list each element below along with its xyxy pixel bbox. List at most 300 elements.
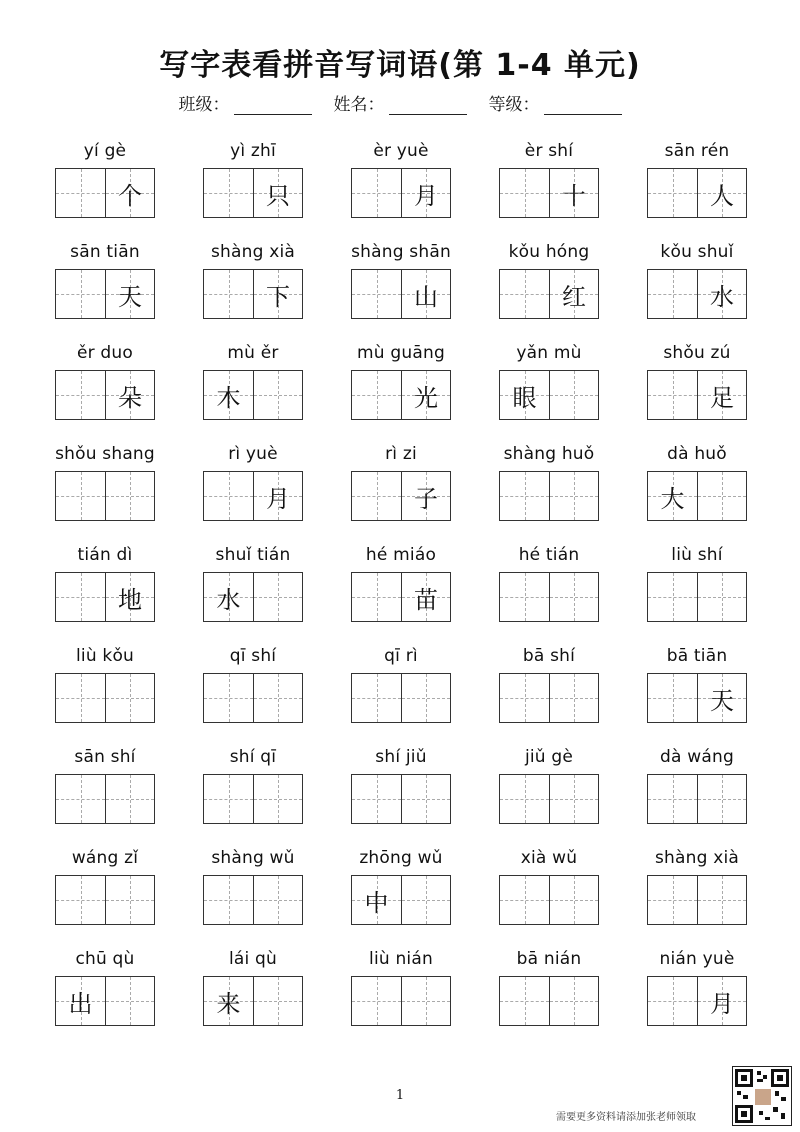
- tianzige-box-left[interactable]: [648, 674, 697, 722]
- given-character: [204, 876, 253, 924]
- word-item: [499, 746, 599, 816]
- pinyin-label: shàng huǒ: [503, 444, 595, 464]
- given-character: 下: [266, 282, 290, 311]
- pinyin-label: hé tián: [518, 545, 580, 565]
- word-item: [55, 140, 155, 210]
- tianzige-box-right[interactable]: [401, 674, 450, 722]
- given-character: [204, 169, 253, 217]
- word-item: [647, 443, 747, 513]
- footer-note: 需要更多资料请添加张老师领取: [556, 1112, 696, 1123]
- pinyin-label: xià wǔ: [520, 848, 578, 868]
- pinyin-label: bā shí: [522, 646, 576, 666]
- word-item: [499, 443, 599, 513]
- pinyin-label: qī rì: [384, 646, 418, 666]
- writing-box-pair: [55, 168, 155, 218]
- pinyin-label: dà huǒ: [667, 444, 727, 464]
- tianzige-box-right[interactable]: [549, 169, 598, 217]
- tianzige-box-right[interactable]: [549, 270, 598, 318]
- word-item: [55, 948, 155, 1018]
- word-item: [647, 544, 747, 614]
- writing-box-pair: [55, 976, 155, 1026]
- given-character: 光: [414, 383, 438, 412]
- pinyin-label: shàng shān: [351, 242, 451, 262]
- writing-box-pair: [351, 673, 451, 723]
- writing-box-pair: [499, 370, 599, 420]
- word-item: [351, 948, 451, 1018]
- tianzige-box-right[interactable]: [253, 169, 302, 217]
- tianzige-box-left[interactable]: [204, 775, 253, 823]
- pinyin-label: tián dì: [77, 545, 133, 565]
- writing-box-pair: [203, 471, 303, 521]
- word-item: [647, 847, 747, 917]
- writing-box-pair: [55, 572, 155, 622]
- given-character: [648, 573, 697, 621]
- word-item: [499, 948, 599, 1018]
- tianzige-box-right[interactable]: [401, 472, 450, 520]
- page-title: 写字表看拼音写词语(第 1-4 单元): [159, 48, 641, 83]
- writing-box-pair: [55, 673, 155, 723]
- given-character: 朵: [118, 383, 142, 412]
- word-item: [203, 241, 303, 311]
- given-character: 月: [710, 989, 734, 1018]
- word-item: [351, 443, 451, 513]
- word-grid: [55, 140, 747, 1018]
- given-character: [106, 674, 154, 722]
- tianzige-box-left[interactable]: [500, 876, 549, 924]
- word-item: [203, 140, 303, 210]
- pinyin-label: shàng xià: [210, 242, 296, 262]
- tianzige-box-right[interactable]: [105, 270, 154, 318]
- pinyin-label: shàng wǔ: [211, 848, 295, 868]
- tianzige-box-left[interactable]: [352, 775, 401, 823]
- pinyin-label: chū qù: [75, 949, 135, 969]
- tianzige-box-left[interactable]: [204, 876, 253, 924]
- given-character: [106, 977, 154, 1025]
- writing-box-pair: [351, 370, 451, 420]
- tianzige-box-left[interactable]: [500, 674, 549, 722]
- writing-box-pair: [203, 673, 303, 723]
- tianzige-box-right[interactable]: [253, 472, 302, 520]
- name-field: [334, 90, 467, 115]
- given-character: [648, 977, 697, 1025]
- given-character: 地: [118, 585, 142, 614]
- tianzige-box-right[interactable]: [401, 876, 450, 924]
- writing-box-pair: [647, 774, 747, 824]
- pinyin-label: èr shí: [524, 141, 574, 161]
- pinyin-label: sān shí: [74, 747, 136, 767]
- given-character: [352, 371, 401, 419]
- pinyin-label: sān tiān: [70, 242, 140, 262]
- given-character: [56, 876, 105, 924]
- pinyin-label: liù shí: [671, 545, 723, 565]
- tianzige-box-right[interactable]: [697, 876, 746, 924]
- word-item: [203, 847, 303, 917]
- tianzige-box-left[interactable]: [56, 674, 105, 722]
- tianzige-box-right[interactable]: [697, 472, 746, 520]
- writing-box-pair: [203, 976, 303, 1026]
- pinyin-label: hé miáo: [365, 545, 437, 565]
- given-character: [204, 270, 253, 318]
- given-character: [698, 472, 746, 520]
- writing-box-pair: [203, 168, 303, 218]
- tianzige-box-right[interactable]: [105, 977, 154, 1025]
- pinyin-label: èr yuè: [373, 141, 429, 161]
- tianzige-box-left[interactable]: [648, 371, 697, 419]
- word-item: [499, 645, 599, 715]
- given-character: 出: [68, 989, 93, 1018]
- pinyin-label: mù guāng: [357, 343, 445, 363]
- pinyin-label: lái qù: [228, 949, 278, 969]
- student-info-row: [0, 90, 800, 115]
- tianzige-box-left[interactable]: [204, 371, 253, 419]
- given-character: 足: [710, 383, 734, 412]
- tianzige-box-right[interactable]: [105, 169, 154, 217]
- pinyin-label: yǎn mù: [516, 343, 582, 363]
- tianzige-box-left[interactable]: [500, 573, 549, 621]
- given-character: [550, 977, 598, 1025]
- tianzige-box-right[interactable]: [549, 573, 598, 621]
- given-character: [500, 270, 549, 318]
- word-item: [647, 746, 747, 816]
- tianzige-box-left[interactable]: [648, 573, 697, 621]
- pinyin-label: qī shí: [229, 646, 277, 666]
- given-character: [56, 472, 105, 520]
- tianzige-box-left[interactable]: [352, 573, 401, 621]
- word-item: [55, 241, 155, 311]
- tianzige-box-left[interactable]: [352, 876, 401, 924]
- word-item: [647, 645, 747, 715]
- given-character: 只: [266, 181, 290, 210]
- tianzige-box-right[interactable]: [697, 270, 746, 318]
- writing-box-pair: [55, 774, 155, 824]
- tianzige-box-left[interactable]: [56, 472, 105, 520]
- pinyin-label: liù kǒu: [75, 646, 135, 666]
- writing-box-pair: [499, 168, 599, 218]
- given-character: [254, 371, 302, 419]
- tianzige-box-left[interactable]: [500, 472, 549, 520]
- tianzige-box-left[interactable]: [204, 472, 253, 520]
- word-item: [55, 544, 155, 614]
- writing-box-pair: [647, 168, 747, 218]
- given-character: [106, 472, 154, 520]
- word-item: [55, 746, 155, 816]
- page-number: 1: [395, 1088, 405, 1103]
- tianzige-box-right[interactable]: [105, 371, 154, 419]
- word-item: [203, 746, 303, 816]
- writing-box-pair: [203, 875, 303, 925]
- name-label: 姓名：: [333, 95, 385, 115]
- tianzige-box-left[interactable]: [56, 775, 105, 823]
- pinyin-label: wáng zǐ: [71, 848, 139, 868]
- word-item: [203, 443, 303, 513]
- given-character: [204, 674, 253, 722]
- given-character: [648, 775, 697, 823]
- given-character: 天: [118, 282, 142, 311]
- given-character: 人: [710, 181, 734, 210]
- given-character: 十: [562, 181, 586, 210]
- pinyin-label: shàng xià: [654, 848, 740, 868]
- tianzige-box-right[interactable]: [549, 775, 598, 823]
- tianzige-box-right[interactable]: [697, 573, 746, 621]
- pinyin-label: mù ěr: [227, 343, 279, 363]
- writing-box-pair: [499, 976, 599, 1026]
- given-character: 木: [216, 383, 241, 412]
- pinyin-label: liù nián: [369, 949, 433, 969]
- writing-box-pair: [203, 774, 303, 824]
- word-item: [647, 342, 747, 412]
- pinyin-label: sān rén: [664, 141, 730, 161]
- tianzige-box-left[interactable]: [352, 472, 401, 520]
- class-blank[interactable]: [234, 96, 312, 115]
- pinyin-label: jiǔ gè: [524, 747, 574, 767]
- pinyin-label: kǒu shuǐ: [660, 242, 734, 262]
- tianzige-box-right[interactable]: [401, 270, 450, 318]
- tianzige-box-left[interactable]: [56, 270, 105, 318]
- tianzige-box-left[interactable]: [352, 169, 401, 217]
- pinyin-label: yí gè: [83, 141, 127, 161]
- word-item: [351, 342, 451, 412]
- given-character: [56, 169, 105, 217]
- tianzige-box-left[interactable]: [352, 371, 401, 419]
- given-character: [402, 876, 450, 924]
- tianzige-box-right[interactable]: [401, 573, 450, 621]
- writing-box-pair: [647, 673, 747, 723]
- grade-label: 等级：: [488, 95, 540, 115]
- writing-box-pair: [351, 976, 451, 1026]
- word-item: [203, 645, 303, 715]
- writing-box-pair: [203, 370, 303, 420]
- tianzige-box-left[interactable]: [56, 169, 105, 217]
- tianzige-box-right[interactable]: [401, 977, 450, 1025]
- tianzige-box-left[interactable]: [204, 169, 253, 217]
- given-character: [648, 876, 697, 924]
- name-blank[interactable]: [389, 96, 467, 115]
- tianzige-box-left[interactable]: [204, 977, 253, 1025]
- tianzige-box-left[interactable]: [500, 270, 549, 318]
- word-item: [647, 140, 747, 210]
- given-character: [648, 270, 697, 318]
- tianzige-box-right[interactable]: [253, 573, 302, 621]
- tianzige-box-left[interactable]: [56, 573, 105, 621]
- given-character: [698, 876, 746, 924]
- given-character: [254, 876, 302, 924]
- writing-box-pair: [647, 572, 747, 622]
- tianzige-box-right[interactable]: [549, 371, 598, 419]
- tianzige-box-left[interactable]: [648, 472, 697, 520]
- given-character: [204, 472, 253, 520]
- pinyin-label: shǒu zú: [663, 343, 731, 363]
- given-character: [550, 472, 598, 520]
- word-item: [499, 241, 599, 311]
- tianzige-box-right[interactable]: [549, 977, 598, 1025]
- given-character: 天: [710, 686, 734, 715]
- word-item: [499, 140, 599, 210]
- given-character: 个: [118, 181, 142, 210]
- tianzige-box-right[interactable]: [697, 371, 746, 419]
- writing-box-pair: [351, 269, 451, 319]
- given-character: [550, 674, 598, 722]
- pinyin-label: nián yuè: [659, 949, 735, 969]
- given-character: [550, 371, 598, 419]
- tianzige-box-right[interactable]: [253, 674, 302, 722]
- writing-box-pair: [55, 471, 155, 521]
- tianzige-box-right[interactable]: [105, 876, 154, 924]
- given-character: [352, 775, 401, 823]
- tianzige-box-left[interactable]: [500, 775, 549, 823]
- given-character: 苗: [414, 585, 438, 614]
- writing-box-pair: [647, 471, 747, 521]
- word-item: [499, 544, 599, 614]
- tianzige-box-right[interactable]: [549, 674, 598, 722]
- tianzige-box-left[interactable]: [352, 270, 401, 318]
- given-character: [500, 573, 549, 621]
- writing-box-pair: [351, 875, 451, 925]
- given-character: 水: [216, 585, 241, 614]
- writing-box-pair: [647, 875, 747, 925]
- pinyin-label: shǒu shang: [55, 444, 155, 464]
- tianzige-box-left[interactable]: [500, 977, 549, 1025]
- given-character: [352, 674, 401, 722]
- word-item: [351, 847, 451, 917]
- given-character: [500, 977, 549, 1025]
- tianzige-box-left[interactable]: [648, 876, 697, 924]
- given-character: [550, 876, 598, 924]
- word-item: [647, 948, 747, 1018]
- given-character: [550, 775, 598, 823]
- tianzige-box-left[interactable]: [648, 977, 697, 1025]
- qr-code-icon: [732, 1066, 792, 1126]
- given-character: [254, 573, 302, 621]
- tianzige-box-right[interactable]: [401, 371, 450, 419]
- tianzige-box-left[interactable]: [204, 674, 253, 722]
- word-item: [55, 342, 155, 412]
- given-character: [254, 674, 302, 722]
- grade-blank[interactable]: [544, 96, 622, 115]
- given-character: [648, 371, 697, 419]
- pinyin-label: dà wáng: [660, 747, 734, 767]
- given-character: [500, 775, 549, 823]
- given-character: [56, 270, 105, 318]
- given-character: [648, 674, 697, 722]
- tianzige-box-left[interactable]: [56, 977, 105, 1025]
- tianzige-box-left[interactable]: [56, 876, 105, 924]
- tianzige-box-left[interactable]: [648, 270, 697, 318]
- class-field: [179, 90, 312, 115]
- given-character: [500, 472, 549, 520]
- writing-box-pair: [499, 269, 599, 319]
- tianzige-box-right[interactable]: [253, 977, 302, 1025]
- tianzige-box-left[interactable]: [204, 270, 253, 318]
- word-item: [351, 140, 451, 210]
- given-character: 红: [562, 282, 586, 311]
- word-item: [203, 544, 303, 614]
- tianzige-box-left[interactable]: [204, 573, 253, 621]
- tianzige-box-right[interactable]: [105, 775, 154, 823]
- word-item: [55, 847, 155, 917]
- given-character: [106, 775, 154, 823]
- given-character: [500, 169, 549, 217]
- tianzige-box-right[interactable]: [401, 775, 450, 823]
- writing-box-pair: [647, 269, 747, 319]
- given-character: 眼: [512, 383, 537, 412]
- word-item: [351, 746, 451, 816]
- word-item: [499, 342, 599, 412]
- given-character: 月: [266, 484, 290, 513]
- pinyin-label: shuǐ tián: [215, 545, 291, 565]
- tianzige-box-right[interactable]: [105, 472, 154, 520]
- writing-box-pair: [55, 875, 155, 925]
- writing-box-pair: [499, 774, 599, 824]
- tianzige-box-left[interactable]: [352, 977, 401, 1025]
- writing-box-pair: [499, 875, 599, 925]
- pinyin-label: bā tiān: [666, 646, 728, 666]
- word-item: [351, 544, 451, 614]
- pinyin-label: zhōng wǔ: [359, 848, 443, 868]
- word-item: [499, 847, 599, 917]
- given-character: 水: [710, 282, 734, 311]
- given-character: 中: [364, 888, 389, 917]
- tianzige-box-left[interactable]: [500, 169, 549, 217]
- class-label: 班级：: [178, 95, 230, 115]
- tianzige-box-left[interactable]: [500, 371, 549, 419]
- writing-box-pair: [351, 168, 451, 218]
- tianzige-box-right[interactable]: [105, 674, 154, 722]
- given-character: [254, 977, 302, 1025]
- tianzige-box-right[interactable]: [105, 573, 154, 621]
- tianzige-box-left[interactable]: [352, 674, 401, 722]
- word-item: [203, 342, 303, 412]
- tianzige-box-left[interactable]: [56, 371, 105, 419]
- writing-box-pair: [203, 269, 303, 319]
- pinyin-label: kǒu hóng: [508, 242, 590, 262]
- given-character: [352, 573, 401, 621]
- given-character: [56, 775, 105, 823]
- writing-box-pair: [203, 572, 303, 622]
- given-character: [500, 674, 549, 722]
- tianzige-box-right[interactable]: [253, 371, 302, 419]
- pinyin-label: bā nián: [516, 949, 582, 969]
- tianzige-box-right[interactable]: [253, 775, 302, 823]
- tianzige-box-left[interactable]: [648, 775, 697, 823]
- tianzige-box-right[interactable]: [549, 472, 598, 520]
- given-character: [648, 169, 697, 217]
- avatar: [754, 1088, 772, 1106]
- tianzige-box-right[interactable]: [253, 270, 302, 318]
- given-character: [56, 674, 105, 722]
- word-item: [351, 645, 451, 715]
- tianzige-box-right[interactable]: [697, 775, 746, 823]
- tianzige-box-right[interactable]: [401, 169, 450, 217]
- tianzige-box-left[interactable]: [648, 169, 697, 217]
- writing-box-pair: [647, 976, 747, 1026]
- word-item: [55, 645, 155, 715]
- given-character: [56, 371, 105, 419]
- given-character: [402, 977, 450, 1025]
- tianzige-box-right[interactable]: [697, 674, 746, 722]
- given-character: [500, 876, 549, 924]
- word-item: [647, 241, 747, 311]
- writing-box-pair: [499, 673, 599, 723]
- writing-box-pair: [499, 471, 599, 521]
- word-item: [55, 443, 155, 513]
- tianzige-box-right[interactable]: [697, 169, 746, 217]
- tianzige-box-right[interactable]: [549, 876, 598, 924]
- tianzige-box-right[interactable]: [697, 977, 746, 1025]
- given-character: [352, 270, 401, 318]
- tianzige-box-right[interactable]: [253, 876, 302, 924]
- given-character: [698, 573, 746, 621]
- given-character: [550, 573, 598, 621]
